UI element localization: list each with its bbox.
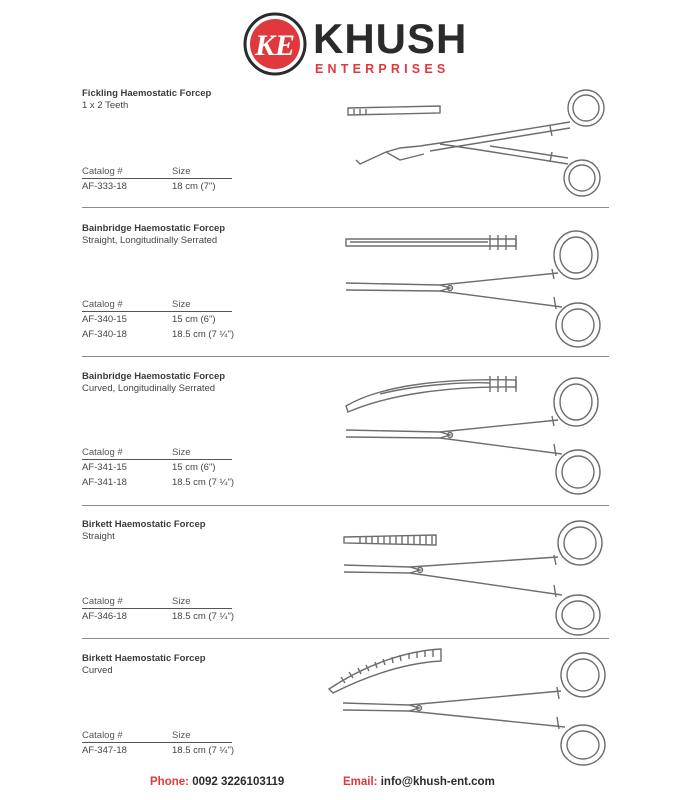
section-divider (82, 638, 609, 639)
forcep-straight-serrated-icon (340, 225, 610, 350)
catalog-number: AF-340-15 (82, 314, 127, 325)
product-description: Curved, Longitudinally Serrated (82, 383, 216, 394)
size-header: Size (172, 447, 191, 458)
forcep-straight-icon (340, 515, 610, 640)
catalog-number: AF-341-15 (82, 462, 127, 473)
brand-name: KHUSH (313, 15, 468, 62)
catalog-number: AF-347-18 (82, 745, 127, 756)
catalog-header: Catalog # (82, 730, 123, 741)
header-rule (82, 608, 232, 609)
brand-mark: KE (254, 29, 296, 62)
email-label: Email: (343, 776, 378, 788)
size-value: 18 cm (7") (172, 181, 216, 192)
product-title: Bainbridge Haemostatic Forcep (82, 371, 226, 382)
header-rule (82, 742, 232, 743)
forcep-curved-icon (325, 645, 610, 770)
catalog-number: AF-346-18 (82, 611, 127, 622)
brand-tagline: ENTERPRISES (315, 62, 450, 76)
product-description: Curved (82, 665, 113, 676)
product-description: Straight (82, 531, 115, 542)
section-divider (82, 207, 609, 208)
size-header: Size (172, 299, 191, 310)
catalog-number: AF-333-18 (82, 181, 127, 192)
header-rule (82, 178, 232, 179)
email-address[interactable]: info@khush-ent.com (380, 776, 495, 788)
product-description: 1 x 2 Teeth (82, 100, 129, 111)
catalog-header: Catalog # (82, 166, 123, 177)
size-value: 18.5 cm (7 ¼") (172, 329, 234, 340)
phone-label: Phone: (150, 776, 189, 788)
size-header: Size (172, 730, 191, 741)
phone-number[interactable]: 0092 3226103119 (192, 776, 285, 788)
size-value: 15 cm (6") (172, 462, 216, 473)
catalog-header: Catalog # (82, 299, 123, 310)
product-title: Birkett Haemostatic Forcep (82, 653, 206, 664)
phone-contact (150, 776, 284, 788)
size-value: 15 cm (6") (172, 314, 216, 325)
product-title: Birkett Haemostatic Forcep (82, 519, 206, 530)
product-title: Bainbridge Haemostatic Forcep (82, 223, 226, 234)
email-contact (343, 776, 495, 788)
catalog-header: Catalog # (82, 596, 123, 607)
catalog-number: AF-341-18 (82, 477, 127, 488)
product-description: Straight, Longitudinally Serrated (82, 235, 218, 246)
forcep-curved-serrated-icon (340, 372, 610, 497)
brand-logo (243, 12, 468, 78)
size-header: Size (172, 596, 191, 607)
ke-logo-icon (243, 12, 307, 76)
forcep-angled-teeth-icon (340, 88, 610, 200)
header-rule (82, 311, 232, 312)
product-title: Fickling Haemostatic Forcep (82, 88, 212, 99)
section-divider (82, 505, 609, 506)
size-value: 18.5 cm (7 ¼") (172, 745, 234, 756)
catalog-header: Catalog # (82, 447, 123, 458)
header-rule (82, 459, 232, 460)
section-divider (82, 356, 609, 357)
size-value: 18.5 cm (7 ¼") (172, 477, 234, 488)
size-header: Size (172, 166, 191, 177)
size-value: 18.5 cm (7 ¼") (172, 611, 234, 622)
catalog-number: AF-340-18 (82, 329, 127, 340)
